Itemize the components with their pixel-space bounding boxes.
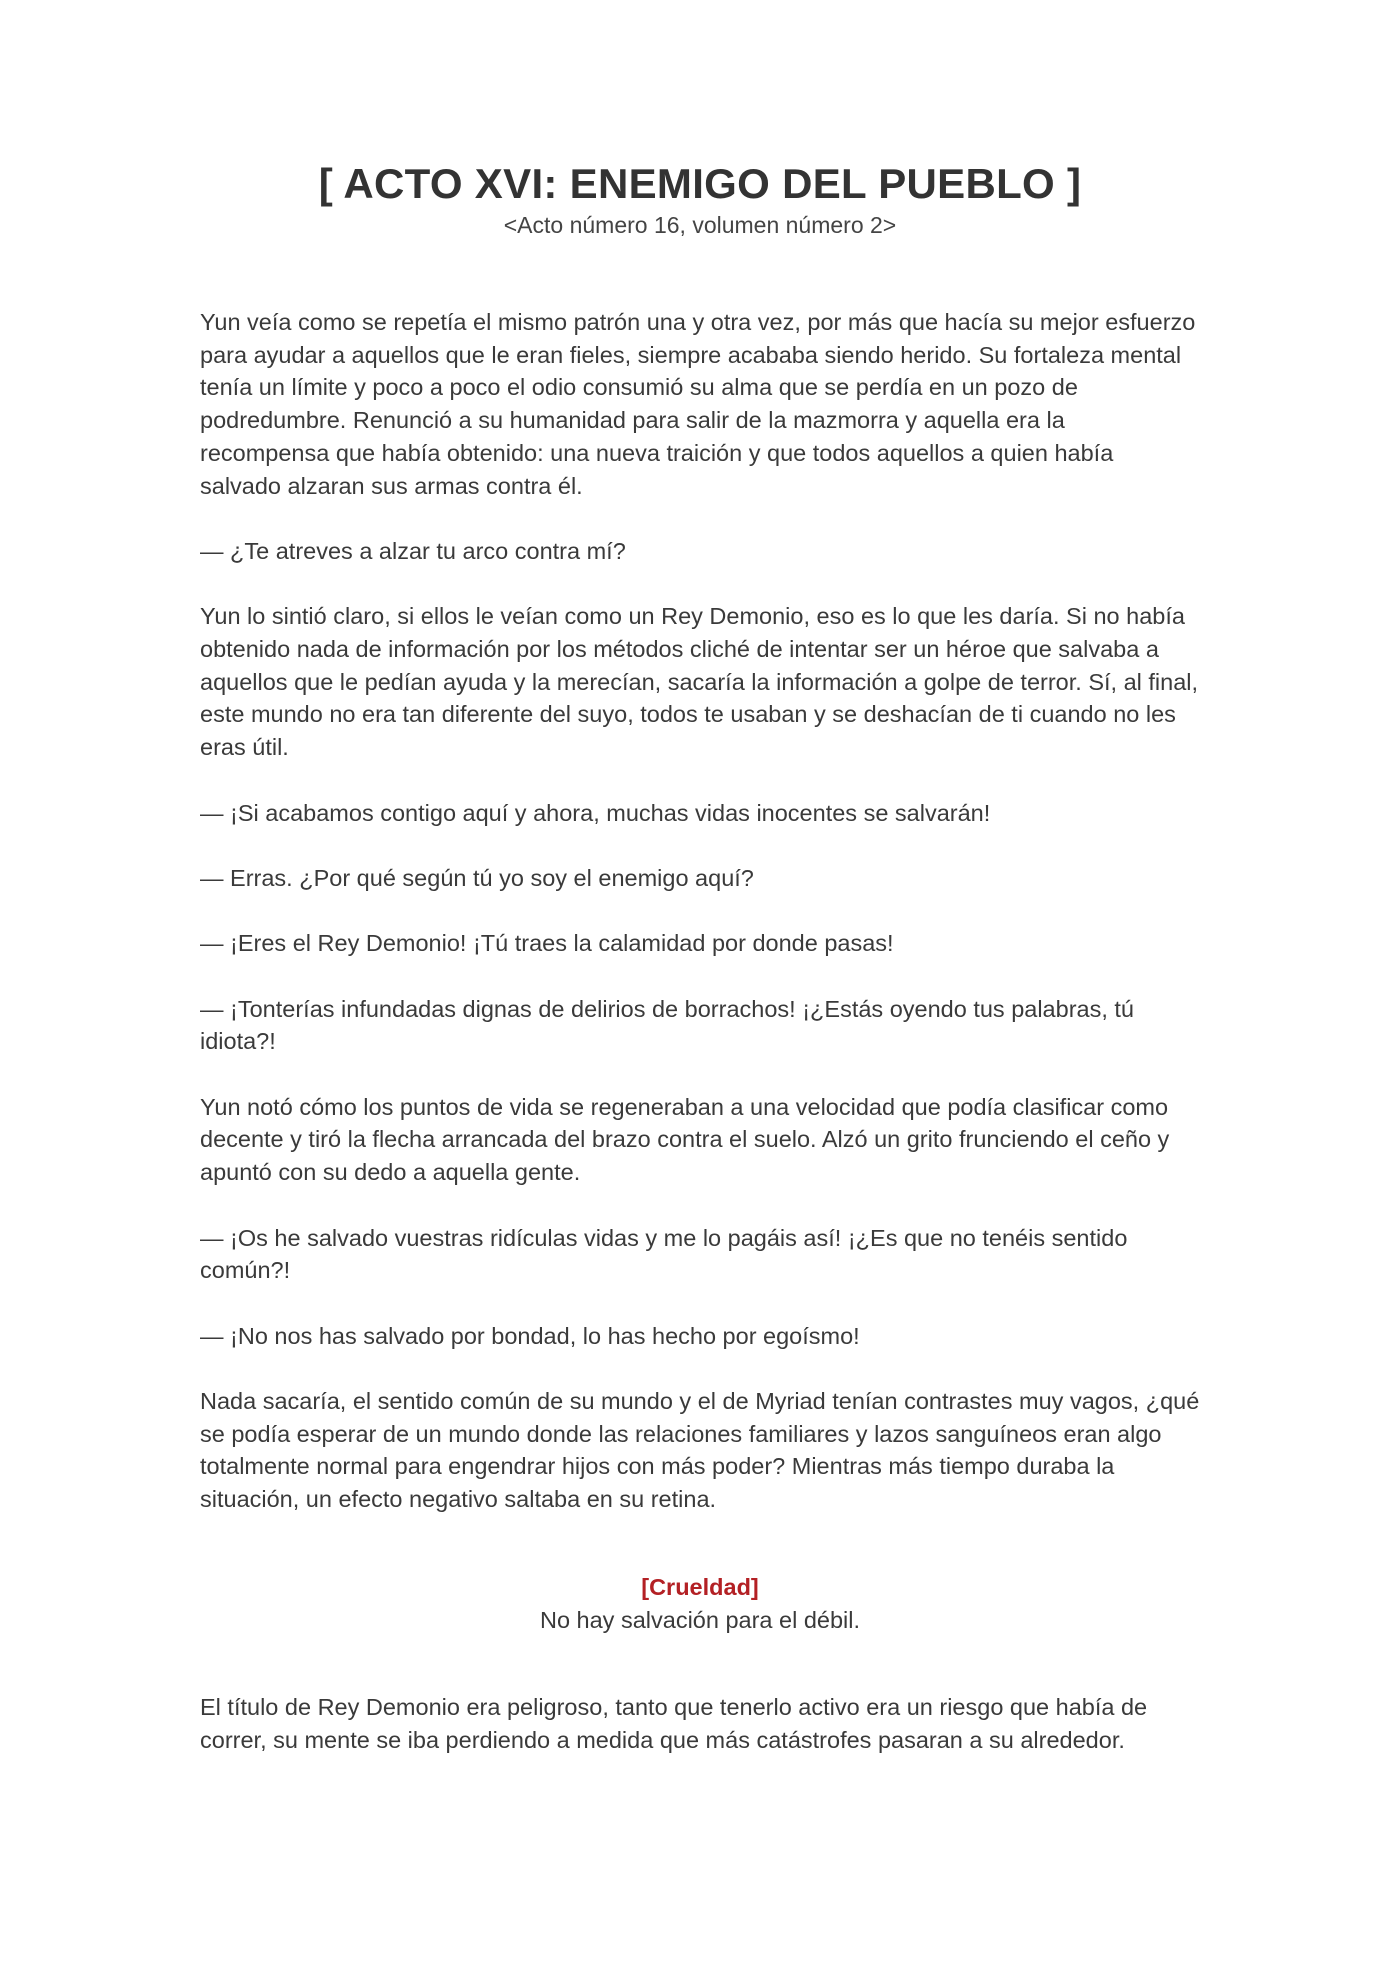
dialogue-line: — ¡Tonterías infundadas dignas de delirios de borrachos! ¡¿Estás oyendo tus palabras, tú idiota?! [200, 995, 1134, 1055]
paragraph: Yun veía como se repetía el mismo patrón una y otra vez, por más que hacía su mejor esfuerzo para ayudar a aquellos que le eran fieles, siempre acababa siendo herido. Su fortaleza mental tenía un límite y poco a poco el odio consumió su alma que se perdía en un pozo de podredumbre. Renunció a su humanidad para salir de la mazmorra y aquella era la recompensa que había obtenido: una nueva traición y que todos aquellos a quien había salvado alzaran sus armas contra él. [200, 309, 1196, 499]
chapter-header [0, 158, 1400, 240]
chapter-body [200, 306, 1200, 1789]
paragraph: Nada sacaría, el sentido común de su mundo y el de Myriad tenían contrastes muy vagos, ¿qué se podía esperar de un mundo donde las relaciones familiares y lazos sanguíneos eran algo totalmente normal para engendrar hijos con más poder? Mientras más tiempo duraba la situación, un efecto negativo saltaba en su retina. [200, 1388, 1200, 1513]
status-effect-description: No hay salvación para el débil. [539, 1606, 861, 1633]
dialogue-line: — Erras. ¿Por qué según tú yo soy el enemigo aquí? [200, 864, 754, 891]
dialogue-line: — ¡No nos has salvado por bondad, lo has hecho por egoísmo! [200, 1322, 860, 1349]
chapter-subtitle: <Acto número 16, volumen número 2> [503, 212, 897, 238]
paragraph: Yun lo sintió claro, si ellos le veían como un Rey Demonio, eso es lo que les daría. Si no había obtenido nada de información por los métodos cliché de intentar ser un héroe que salvaba a aquellos que le pedían ayuda y la merecían, sacaría la información a golpe de terror. Sí, al final, este mundo no era tan diferente del suyo, todos te usaban y se deshacían de ti cuando no les eras útil. [200, 603, 1199, 761]
dialogue-line: — ¡Eres el Rey Demonio! ¡Tú traes la calamidad por donde pasas! [200, 930, 894, 957]
status-effect-name: [Crueldad] [641, 1573, 759, 1600]
status-effect-box [200, 1571, 1200, 1636]
chapter-title: [ ACTO XVI: ENEMIGO DEL PUEBLO ] [318, 160, 1082, 207]
dialogue-line: — ¡Si acabamos contigo aquí y ahora, muchas vidas inocentes se salvarán! [200, 799, 991, 826]
dialogue-line: — ¿Te atreves a alzar tu arco contra mí? [200, 537, 626, 564]
dialogue-line: — ¡Os he salvado vuestras ridículas vidas y me lo pagáis así! ¡¿Es que no tenéis sentido común?! [200, 1224, 1128, 1284]
paragraph: Yun notó cómo los puntos de vida se regeneraban a una velocidad que podía clasificar como decente y tiró la flecha arrancada del brazo contra el suelo. Alzó un grito frunciendo el ceño y apuntó con su dedo a aquella gente. [200, 1093, 1170, 1186]
closing-paragraph: El título de Rey Demonio era peligroso, tanto que tenerlo activo era un riesgo que había de correr, su mente se iba perdiendo a medida que más catástrofes pasaran a su alrededor. [200, 1694, 1148, 1753]
